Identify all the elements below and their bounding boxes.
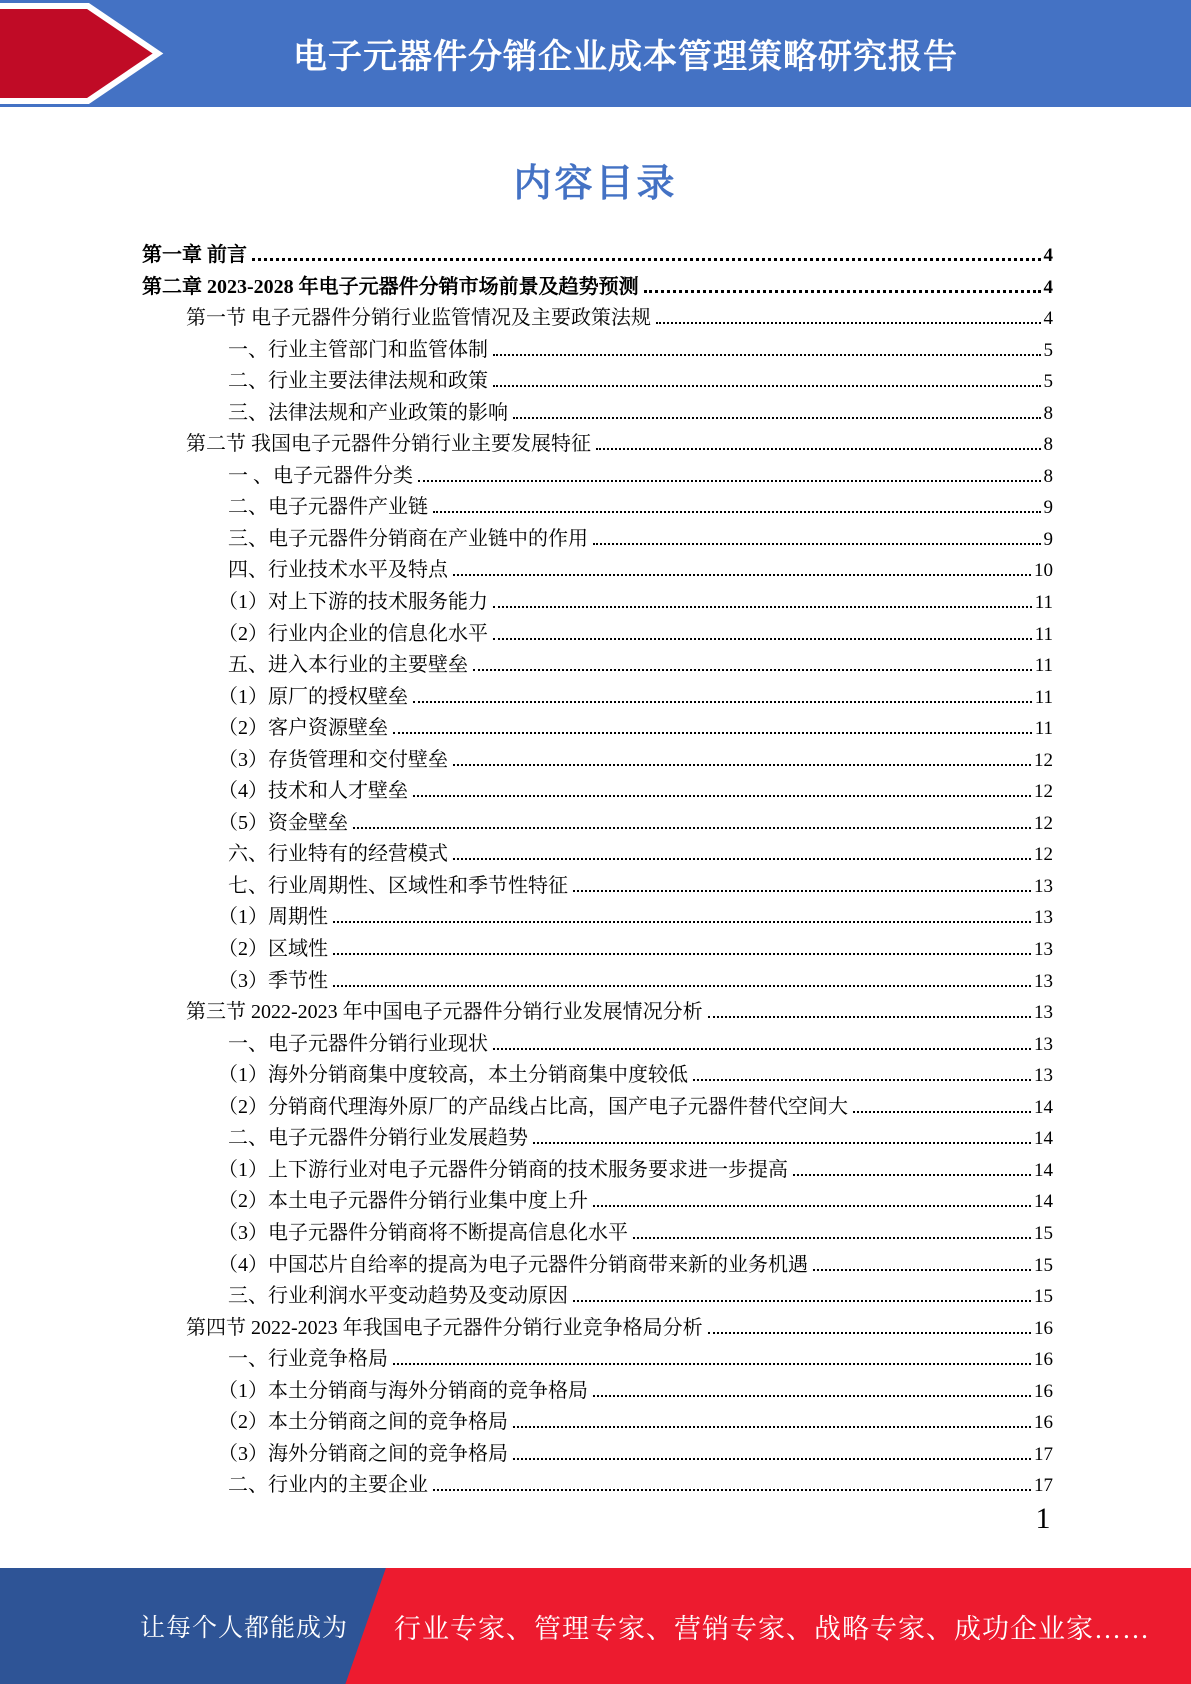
toc-entry[interactable] [228, 366, 1053, 398]
toc-entry-page: 15 [1034, 1254, 1053, 1276]
toc-entry-text: （3）电子元器件分销商将不断提高信息化水平 [218, 1221, 628, 1244]
toc-entry-page: 12 [1034, 749, 1053, 771]
toc-entry[interactable] [218, 1218, 1053, 1250]
toc-entry-page: 12 [1034, 781, 1053, 803]
toc-entry-text: 第二节 我国电子元器件分销行业主要发展特征 [186, 433, 591, 456]
toc-entry[interactable] [218, 745, 1053, 777]
toc-entry-text: （2）本土分销商之间的竞争格局 [218, 1411, 508, 1434]
toc-dot-leader [708, 1016, 1031, 1018]
toc-entry-page: 4 [1043, 308, 1053, 330]
toc-entry-text: （3）存货管理和交付壁垒 [218, 748, 448, 771]
toc-dot-leader [333, 921, 1031, 923]
toc-dot-leader [693, 1079, 1031, 1081]
toc-dot-leader [453, 764, 1031, 766]
toc-entry[interactable] [142, 240, 1053, 272]
toc-entry-page: 15 [1034, 1222, 1053, 1244]
toc-entry-page: 9 [1043, 528, 1053, 550]
toc-entry[interactable] [218, 1250, 1053, 1282]
toc-entry[interactable] [218, 1376, 1053, 1408]
toc-entry[interactable] [228, 839, 1053, 871]
toc-entry-text: 五、进入本行业的主要壁垒 [228, 654, 468, 677]
toc-entry[interactable] [228, 492, 1053, 524]
toc-dot-leader [633, 1237, 1031, 1239]
toc-entry-page: 16 [1034, 1349, 1053, 1371]
toc-dot-leader [252, 258, 1041, 261]
toc-dot-leader [413, 795, 1031, 797]
toc-entry-page: 5 [1043, 371, 1053, 393]
toc-entry-text: （2）客户资源壁垒 [218, 717, 388, 740]
toc-entry[interactable] [186, 997, 1053, 1029]
report-title: 电子元器件分销企业成本管理策略研究报告 [293, 38, 958, 76]
toc-dot-leader [433, 1489, 1031, 1491]
toc-entry-page: 16 [1034, 1380, 1053, 1402]
toc-entry-text: 二、电子元器件产业链 [228, 496, 428, 519]
toc-entry-text: 二、电子元器件分销行业发展趋势 [228, 1127, 528, 1150]
toc-entry-text: 二、行业内的主要企业 [228, 1474, 428, 1497]
footer-slogan-left: 让每个人都能成为 [139, 1615, 348, 1642]
toc-entry-text: 一 、电子元器件分类 [228, 464, 413, 487]
toc-entry[interactable] [228, 1029, 1053, 1061]
toc-entry[interactable] [186, 303, 1053, 335]
toc-entry[interactable] [228, 335, 1053, 367]
toc-dot-leader [493, 638, 1032, 640]
toc-dot-leader [593, 543, 1041, 545]
toc-dot-leader [453, 574, 1031, 576]
toc-dot-leader [493, 385, 1041, 387]
toc-dot-leader [418, 480, 1041, 482]
toc-entry-page: 4 [1043, 276, 1053, 298]
toc-dot-leader [644, 290, 1041, 293]
toc-dot-leader [656, 322, 1041, 324]
toc-dot-leader [513, 417, 1041, 419]
toc-title: 内容目录 [513, 163, 678, 205]
toc-entry[interactable] [218, 1407, 1053, 1439]
toc-entry[interactable] [142, 272, 1053, 304]
toc-list [142, 240, 1053, 1502]
toc-entry[interactable] [218, 1060, 1053, 1092]
toc-entry-text: （2）本土电子元器件分销行业集中度上升 [218, 1190, 588, 1213]
toc-entry[interactable] [218, 1186, 1053, 1218]
toc-entry-page: 9 [1043, 497, 1053, 519]
toc-entry-text: （2）行业内企业的信息化水平 [218, 622, 488, 645]
toc-entry-text: 三、行业利润水平变动趋势及变动原因 [228, 1285, 568, 1308]
toc-entry-text: 第一节 电子元器件分销行业监管情况及主要政策法规 [186, 307, 651, 330]
toc-entry-text: （1）上下游行业对电子元器件分销商的技术服务要求进一步提高 [218, 1158, 788, 1181]
toc-entry[interactable] [218, 934, 1053, 966]
toc-dot-leader [413, 701, 1032, 703]
toc-entry[interactable] [228, 524, 1053, 556]
toc-entry-page: 14 [1034, 1096, 1053, 1118]
toc-dot-leader [493, 1048, 1031, 1050]
toc-entry-page: 12 [1034, 812, 1053, 834]
toc-entry[interactable] [218, 966, 1053, 998]
toc-entry-text: （1）周期性 [218, 906, 328, 929]
toc-entry[interactable] [218, 776, 1053, 808]
toc-entry-text: 一、电子元器件分销行业现状 [228, 1032, 488, 1055]
page-number: 1 [1035, 1502, 1051, 1535]
toc-entry-page: 16 [1034, 1412, 1053, 1434]
toc-dot-leader [493, 606, 1032, 608]
toc-entry-page: 11 [1034, 592, 1053, 614]
toc-entry[interactable] [228, 1470, 1053, 1502]
toc-entry-text: （1）本土分销商与海外分销商的竞争格局 [218, 1379, 588, 1402]
toc-entry-text: （2）分销商代理海外原厂的产品线占比高，国产电子元器件替代空间大 [218, 1095, 848, 1118]
toc-dot-leader [453, 858, 1031, 860]
toc-entry-page: 10 [1034, 560, 1053, 582]
toc-entry-text: （3）海外分销商之间的竞争格局 [218, 1442, 508, 1465]
toc-dot-leader [813, 1269, 1031, 1271]
toc-entry-page: 8 [1043, 402, 1053, 424]
toc-entry-page: 13 [1034, 939, 1053, 961]
toc-entry-page: 16 [1034, 1317, 1053, 1339]
toc-dot-leader [853, 1111, 1031, 1113]
toc-dot-leader [333, 953, 1031, 955]
toc-entry[interactable] [228, 461, 1053, 493]
toc-entry[interactable] [218, 1439, 1053, 1471]
toc-entry-text: （5）资金壁垒 [218, 811, 348, 834]
toc-entry-text: 六、行业特有的经营模式 [228, 843, 448, 866]
toc-entry-page: 5 [1043, 339, 1053, 361]
toc-entry-text: 第一章 前言 [142, 244, 247, 266]
toc-dot-leader [393, 732, 1032, 734]
toc-entry[interactable] [228, 1123, 1053, 1155]
toc-entry[interactable] [218, 682, 1053, 714]
toc-dot-leader [393, 1363, 1031, 1365]
toc-entry[interactable] [218, 1092, 1053, 1124]
toc-entry[interactable] [186, 429, 1053, 461]
toc-entry-page: 8 [1043, 434, 1053, 456]
toc-entry-text: （1）原厂的授权壁垒 [218, 685, 408, 708]
toc-entry-text: 二、行业主要法律法规和政策 [228, 370, 488, 393]
toc-entry-page: 15 [1034, 1286, 1053, 1308]
toc-dot-leader [793, 1174, 1031, 1176]
toc-entry-text: 三、电子元器件分销商在产业链中的作用 [228, 527, 588, 550]
toc-entry-page: 14 [1034, 1159, 1053, 1181]
footer-banner [0, 1568, 1191, 1684]
toc-entry[interactable] [218, 808, 1053, 840]
toc-entry[interactable] [218, 1155, 1053, 1187]
toc-entry-text: （1）海外分销商集中度较高，本土分销商集中度较低 [218, 1064, 688, 1087]
toc-dot-leader [573, 1300, 1031, 1302]
toc-dot-leader [473, 669, 1032, 671]
toc-entry-page: 8 [1043, 465, 1053, 487]
toc-dot-leader [593, 1205, 1031, 1207]
toc-entry[interactable] [218, 619, 1053, 651]
toc-dot-leader [708, 1332, 1031, 1334]
toc-entry-page: 13 [1034, 970, 1053, 992]
toc-entry-page: 11 [1034, 718, 1053, 740]
toc-entry-text: 第四节 2022-2023 年我国电子元器件分销行业竞争格局分析 [186, 1316, 703, 1339]
toc-entry-text: 一、行业主管部门和监管体制 [228, 338, 488, 361]
toc-entry[interactable] [218, 902, 1053, 934]
toc-entry[interactable] [228, 555, 1053, 587]
toc-entry[interactable] [228, 398, 1053, 430]
footer-slogan-right: 行业专家、管理专家、营销专家、战略专家、成功企业家…… [394, 1613, 1150, 1644]
toc-entry-text: （4）中国芯片自给率的提高为电子元器件分销商带来新的业务机遇 [218, 1253, 808, 1276]
toc-entry-text: （4）技术和人才壁垒 [218, 780, 408, 803]
toc-entry-text: 七、行业周期性、区域性和季节性特征 [228, 874, 568, 897]
toc-entry[interactable] [228, 1344, 1053, 1376]
toc-dot-leader [596, 448, 1041, 450]
toc-dot-leader [493, 354, 1041, 356]
toc-entry[interactable] [228, 871, 1053, 903]
toc-entry-page: 17 [1034, 1475, 1053, 1497]
toc-entry-page: 12 [1034, 844, 1053, 866]
toc-dot-leader [353, 827, 1031, 829]
toc-entry-page: 11 [1034, 655, 1053, 677]
toc-entry-text: 第二章 2023-2028 年电子元器件分销市场前景及趋势预测 [142, 275, 639, 298]
toc-entry-page: 13 [1034, 907, 1053, 929]
toc-entry-page: 13 [1034, 1033, 1053, 1055]
toc-entry[interactable] [228, 650, 1053, 682]
toc-entry-page: 17 [1034, 1443, 1053, 1465]
toc-entry-text: 第三节 2022-2023 年中国电子元器件分销行业发展情况分析 [186, 1001, 703, 1024]
toc-entry-page: 13 [1034, 1065, 1053, 1087]
toc-entry-page: 4 [1043, 245, 1053, 266]
toc-entry-text: 三、法律法规和产业政策的影响 [228, 401, 508, 424]
toc-entry-text: （3）季节性 [218, 969, 328, 992]
report-header [0, 0, 1191, 107]
toc-entry[interactable] [186, 1313, 1053, 1345]
toc-entry-text: （1）对上下游的技术服务能力 [218, 591, 488, 614]
toc-entry-text: 四、行业技术水平及特点 [228, 559, 448, 582]
toc-dot-leader [433, 511, 1041, 513]
toc-dot-leader [513, 1426, 1031, 1428]
toc-entry-page: 11 [1034, 623, 1053, 645]
toc-entry-page: 13 [1034, 1002, 1053, 1024]
toc-dot-leader [593, 1395, 1031, 1397]
toc-entry-page: 13 [1034, 875, 1053, 897]
toc-entry-text: （2）区域性 [218, 938, 328, 961]
toc-entry-page: 14 [1034, 1191, 1053, 1213]
red-chevron-arrow-icon [0, 0, 172, 107]
toc-dot-leader [533, 1142, 1031, 1144]
toc-entry-page: 14 [1034, 1128, 1053, 1150]
toc-entry-page: 11 [1034, 686, 1053, 708]
toc-entry[interactable] [218, 713, 1053, 745]
toc-entry[interactable] [228, 1281, 1053, 1313]
toc-dot-leader [573, 890, 1031, 892]
toc-entry[interactable] [218, 587, 1053, 619]
toc-dot-leader [513, 1458, 1031, 1460]
toc-entry-text: 一、行业竞争格局 [228, 1348, 388, 1371]
toc-dot-leader [333, 985, 1031, 987]
